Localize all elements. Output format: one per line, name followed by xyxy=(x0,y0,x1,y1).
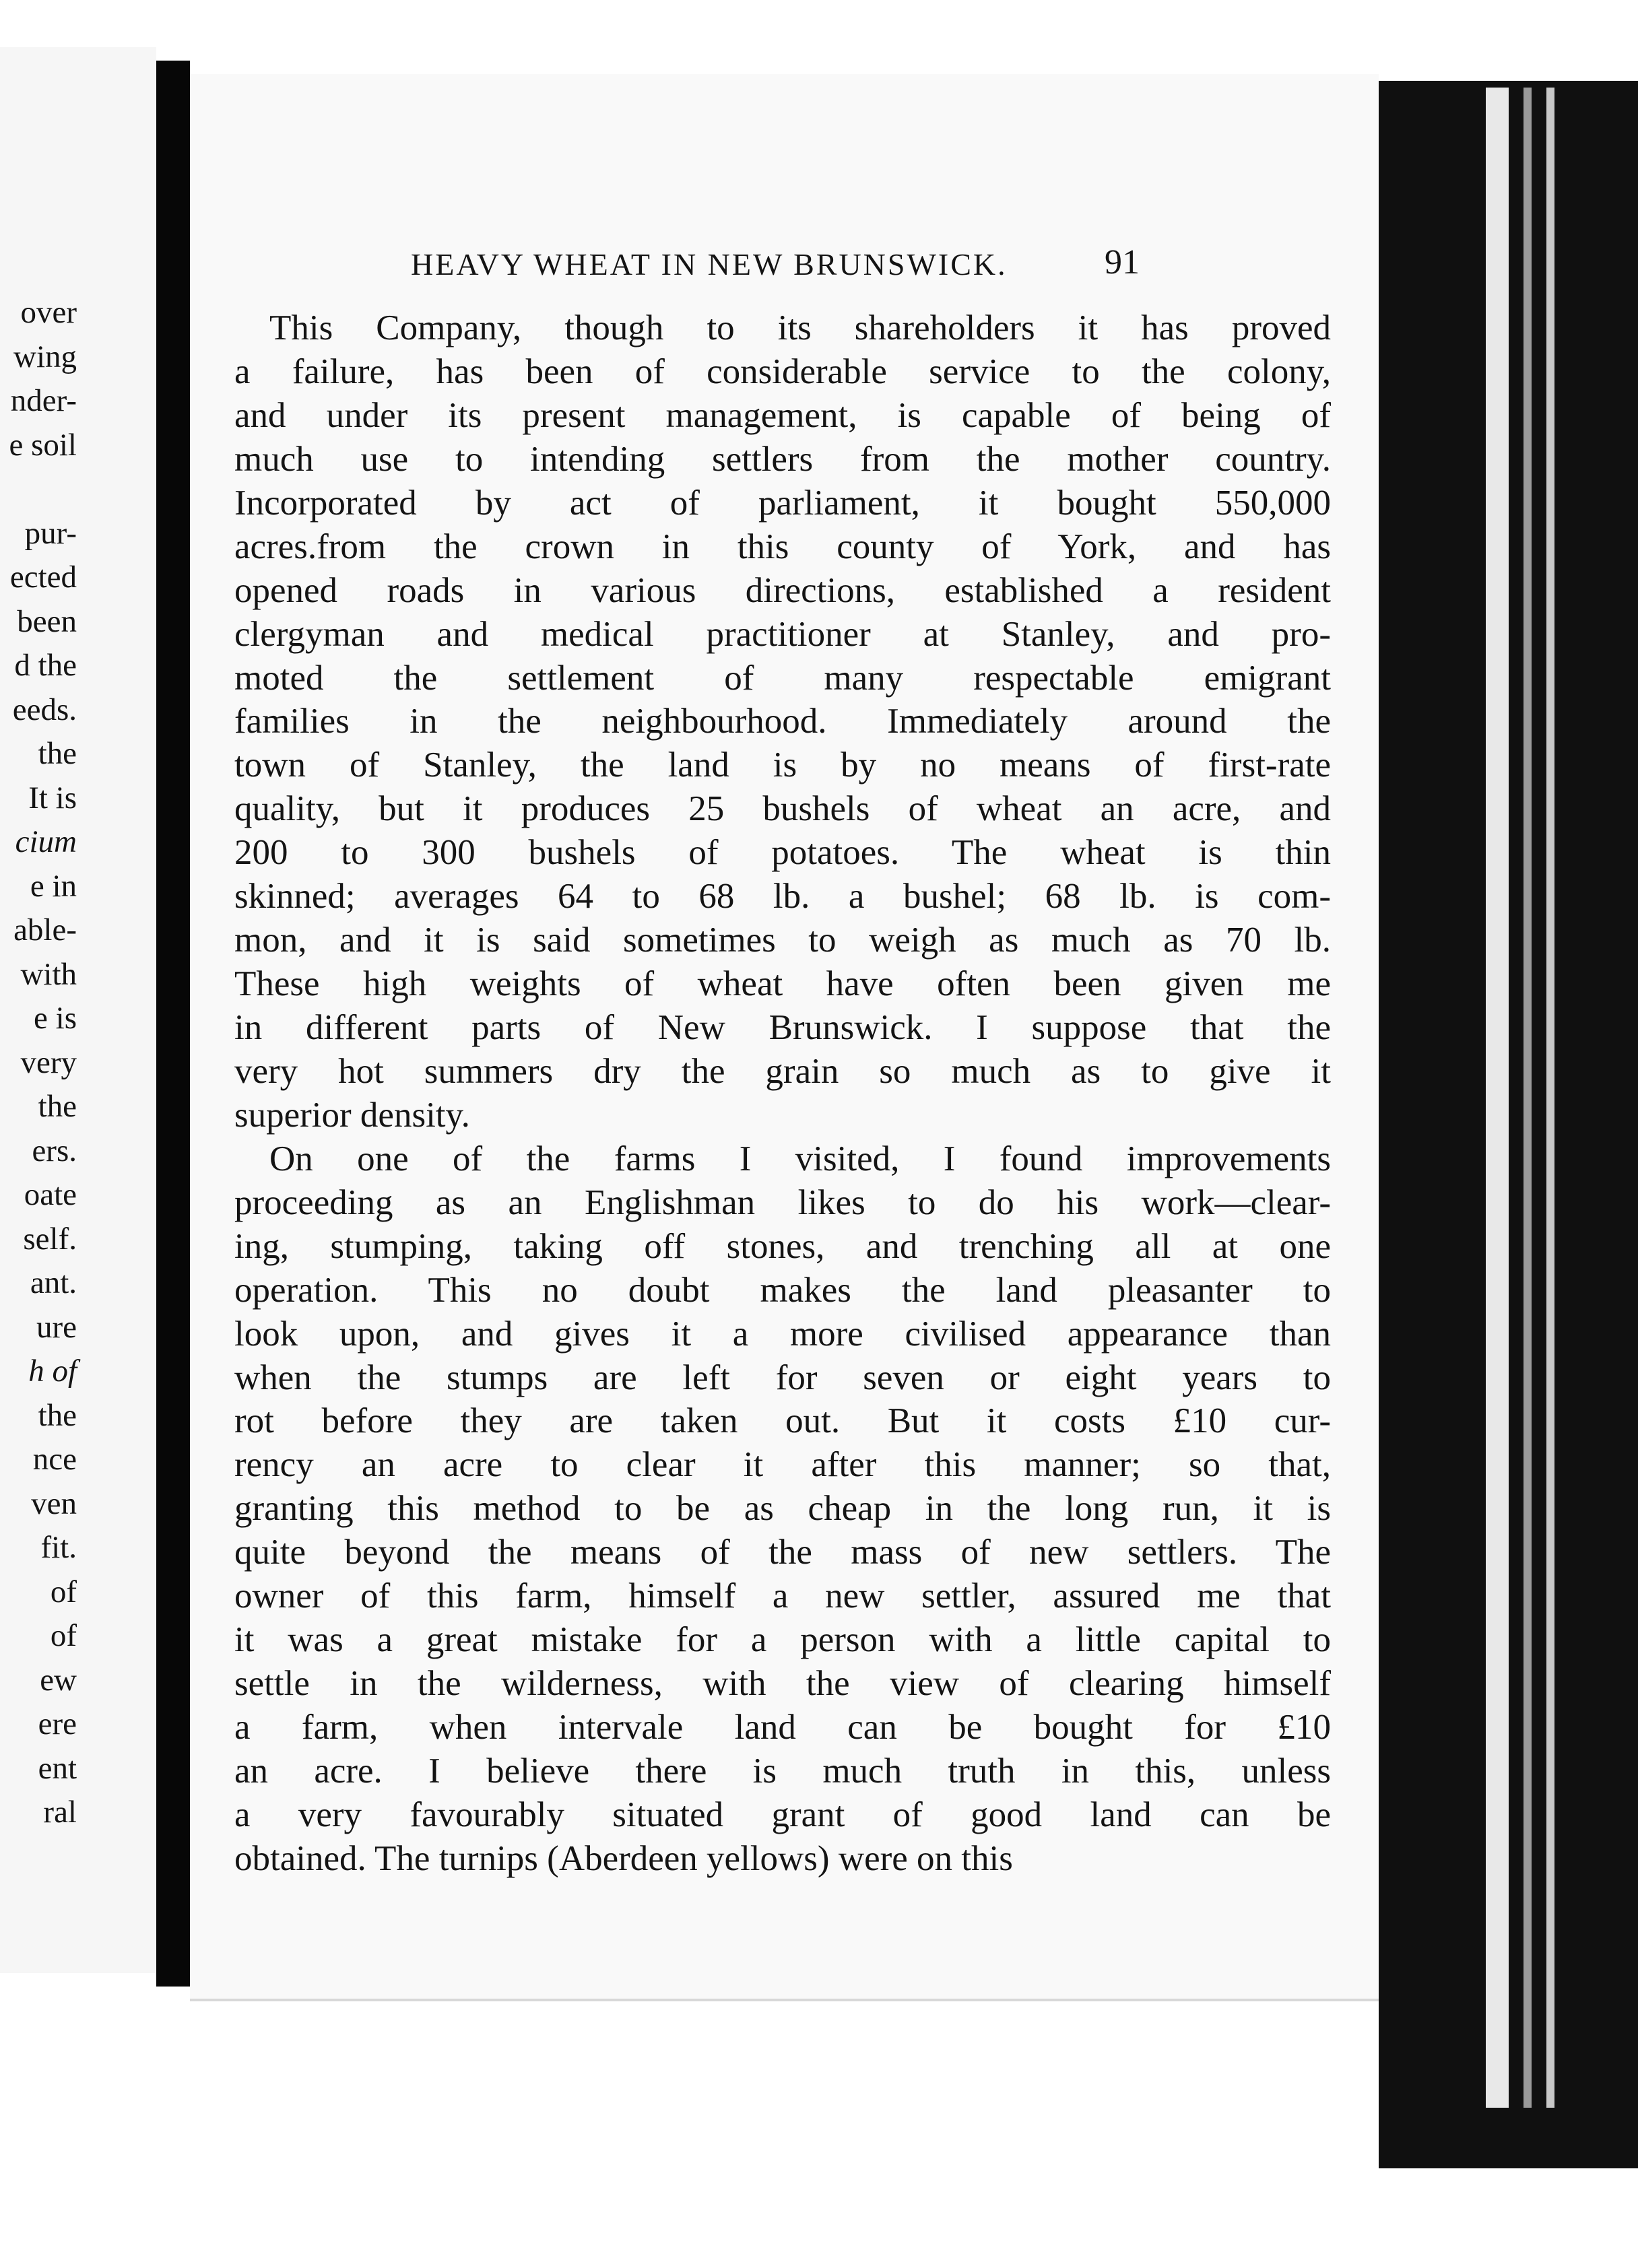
left-page-fragment: over xyxy=(20,295,77,330)
text-line: very hot summers dry the grain so much as to give it xyxy=(234,1051,1331,1091)
left-page-fragment: been xyxy=(17,603,77,639)
text-line: This Company, though to its shareholders it has proved xyxy=(269,308,1331,347)
left-page-fragment: h of xyxy=(28,1354,77,1389)
page-edge-strip xyxy=(1524,88,1532,2108)
text-line: On one of the farms I visited, I found improvements xyxy=(269,1139,1331,1178)
text-line: quite beyond the means of the mass of new settlers. The xyxy=(234,1533,1331,1572)
left-page-fragment: the xyxy=(38,736,77,771)
left-page-fragment: of xyxy=(50,1618,77,1653)
running-head xyxy=(190,241,1379,295)
text-line: obtained. The turnips (Aberdeen yellows) were on this xyxy=(234,1838,1013,1878)
left-page-fragment: nder- xyxy=(10,383,77,418)
left-page-fragment: self. xyxy=(23,1221,77,1257)
text-line: These high weights of wheat have often been given me xyxy=(234,964,1331,1004)
left-page-fragment: nce xyxy=(32,1442,77,1477)
text-line: it was a great mistake for a person with a little capital to xyxy=(234,1620,1331,1660)
text-line: skinned; averages 64 to 68 lb. a bushel; 68 lb. is com- xyxy=(234,877,1331,916)
page-edge-strip xyxy=(1486,88,1509,2108)
left-page-fragment: ers. xyxy=(32,1133,77,1168)
text-line: rot before they are taken out. But it costs £10 cur- xyxy=(234,1401,1331,1441)
left-page-fragment: with xyxy=(20,956,77,992)
text-line: when the stumps are left for seven or eight years to xyxy=(234,1358,1331,1397)
body-text xyxy=(234,306,1331,1881)
left-page-fragment: fit. xyxy=(40,1530,77,1565)
text-line: much use to intending settlers from the mother country. xyxy=(234,439,1331,479)
left-page-fragment: cium xyxy=(15,824,77,859)
left-page-fragment xyxy=(0,467,156,512)
left-page-fragment: ven xyxy=(31,1486,77,1521)
text-line: ing, stumping, taking off stones, and trenching all at one xyxy=(234,1226,1331,1266)
text-line: an acre. I believe there is much truth in this, unless xyxy=(234,1751,1331,1791)
text-line: look upon, and gives it a more civilised appearance than xyxy=(234,1314,1331,1354)
left-page-fragment: ected xyxy=(9,560,77,595)
left-page-fragment: wing xyxy=(13,339,77,374)
page-edge-strip xyxy=(1546,88,1554,2108)
text-line: moted the settlement of many respectable emigrant xyxy=(234,658,1331,698)
text-line: families in the neighbourhood. Immediately around the xyxy=(234,702,1331,741)
text-line: settle in the wilderness, with the view of clearing himself xyxy=(234,1664,1331,1704)
left-page-fragment: of xyxy=(50,1574,77,1609)
text-line: proceeding as an Englishman likes to do his work—clear- xyxy=(234,1182,1331,1222)
left-page-fragment: ure xyxy=(36,1309,77,1345)
left-page-fragment: pur- xyxy=(24,515,77,551)
left-page-fragment: eeds. xyxy=(12,692,77,727)
text-line: 200 to 300 bushels of potatoes. The wheat is thin xyxy=(234,833,1331,873)
text-line: a farm, when intervale land can be bought for £10 xyxy=(234,1708,1331,1747)
left-page-text-fragments xyxy=(0,291,156,1835)
text-line: Incorporated by act of parliament, it bought 550,000 xyxy=(234,483,1331,523)
book-gutter xyxy=(156,61,190,1987)
text-line: acres.from the crown in this county of York, and has xyxy=(234,527,1331,566)
left-facing-page xyxy=(0,47,156,1973)
left-page-fragment: ere xyxy=(38,1706,77,1741)
text-line: quality, but it produces 25 bushels of wheat an acre, and xyxy=(234,789,1331,829)
left-page-fragment: very xyxy=(20,1044,77,1080)
page-number: 91 xyxy=(1105,243,1140,281)
left-page-fragment: the xyxy=(38,1089,77,1124)
left-page-fragment: e in xyxy=(30,868,77,904)
left-page-fragment: d the xyxy=(14,648,77,683)
text-line: owner of this farm, himself a new settler, assured me that xyxy=(234,1576,1331,1616)
text-line: superior density. xyxy=(234,1095,470,1135)
text-line: town of Stanley, the land is by no means of first-rate xyxy=(234,745,1331,785)
left-page-fragment: ral xyxy=(43,1795,77,1830)
page-91 xyxy=(190,74,1379,2001)
left-page-fragment: e is xyxy=(34,1001,77,1036)
left-page-fragment: ant. xyxy=(30,1265,77,1300)
left-page-fragment: ew xyxy=(40,1662,77,1698)
text-line: mon, and it is said sometimes to weigh as much as 70 lb. xyxy=(234,921,1331,960)
text-line: rency an acre to clear it after this manner; so that, xyxy=(234,1445,1331,1485)
text-line: a failure, has been of considerable service to the colony, xyxy=(234,352,1331,391)
text-line: a very favourably situated grant of good land can be xyxy=(234,1795,1331,1834)
text-line: granting this method to be as cheap in the long run, it is xyxy=(234,1489,1331,1529)
left-page-fragment: able- xyxy=(13,912,77,947)
running-head-title: HEAVY WHEAT IN NEW BRUNSWICK. xyxy=(411,247,1008,281)
text-line: in different parts of New Brunswick. I suppose that the xyxy=(234,1008,1331,1047)
left-page-fragment: the xyxy=(38,1397,77,1433)
text-line: and under its present management, is capable of being of xyxy=(234,395,1331,435)
text-line: clergyman and medical practitioner at Stanley, and pro- xyxy=(234,614,1331,654)
left-page-fragment: e soil xyxy=(9,427,77,463)
left-page-fragment: oate xyxy=(24,1177,77,1212)
left-page-fragment: It is xyxy=(28,780,77,815)
left-page-fragment: ent xyxy=(38,1750,77,1786)
text-line: operation. This no doubt makes the land pleasanter to xyxy=(234,1270,1331,1310)
text-line: opened roads in various directions, established a resident xyxy=(234,570,1331,610)
